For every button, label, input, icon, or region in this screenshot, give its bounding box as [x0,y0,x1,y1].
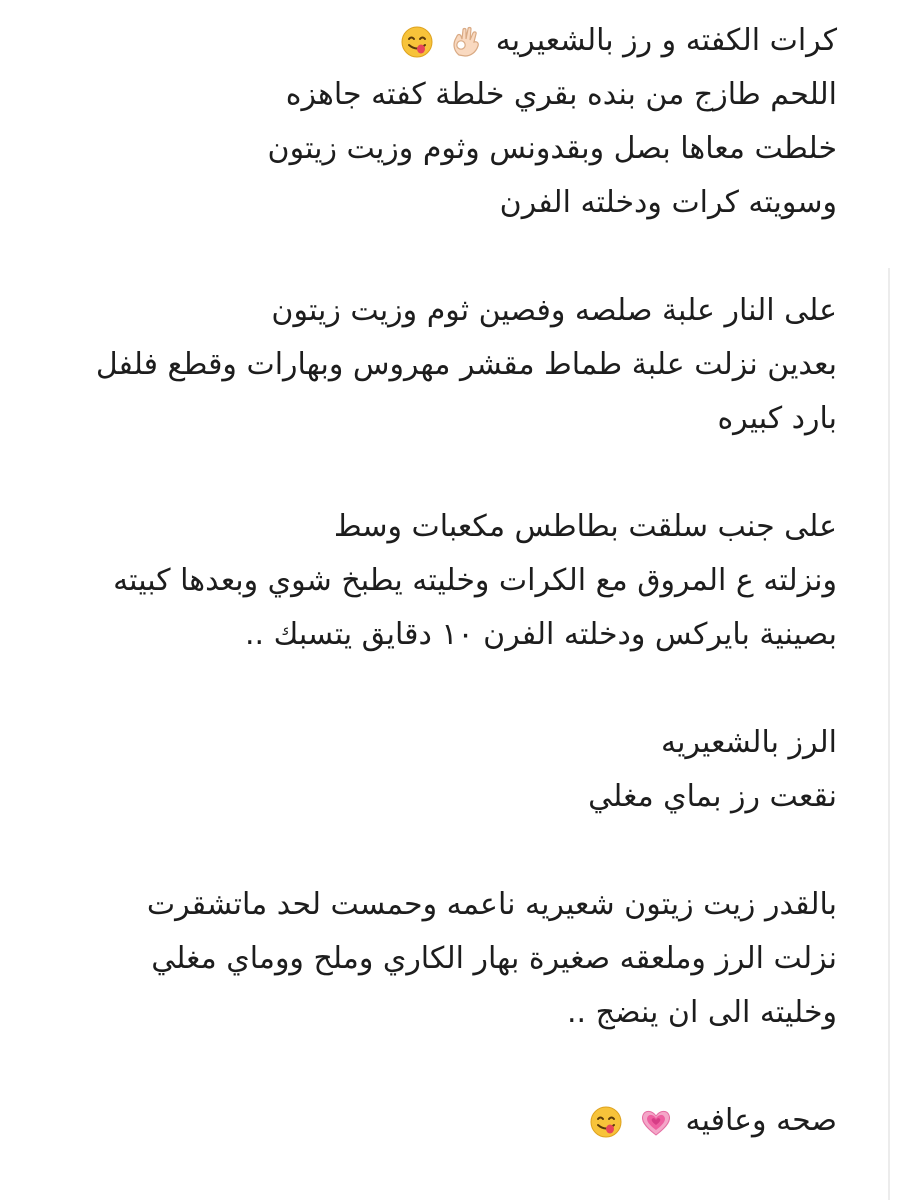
potato-line-3: بصينية بايركس ودخلته الفرن ١٠ دقايق يتسبك .. [244,617,837,652]
intro-line-1: اللحم طازج من بنده بقري خلطة كفته جاهزه [285,77,837,112]
rice-line-3: وخليته الى ان ينضج .. [567,995,837,1030]
potato-line-2: ونزلته ع المروق مع الكرات وخليته يطبخ شوي وبعدها كبيته [113,563,837,598]
yum-face-icon [589,1105,623,1139]
potato-paragraph [30,500,837,662]
rice-line-2: نزلت الرز وملعقه صغيرة بهار الكاري وملح ووماي مغلي [151,941,837,976]
potato-line-1: على جنب سلقت بطاطس مكعبات وسط [333,509,837,544]
title-line [30,14,837,68]
growing-heart-icon [639,1105,673,1139]
scroll-track [888,268,890,1200]
ok-hand-icon [449,25,483,59]
sauce-paragraph [30,284,837,446]
rice-paragraph [30,878,837,1040]
rice-intro-paragraph [30,716,837,824]
intro-line-2: خلطت معاها بصل وبقدونس وثوم وزيت زيتون [267,131,837,166]
yum-face-icon [400,25,434,59]
closing-text: صحه وعافيه [685,1103,837,1138]
sauce-line-2: بعدين نزلت علبة طماط مقشر مهروس وبهارات وقطع فلفل [95,347,837,382]
closing-paragraph [30,1094,837,1148]
title-paragraph [30,14,837,230]
intro-line-3: وسويته كرات ودخلته الفرن [499,185,837,220]
note-body [30,14,837,1148]
rice-line-1: بالقدر زيت زيتون شعيريه ناعمه وحمست لحد ماتشقرت [146,887,837,922]
rice-intro-line: نقعت رز بماي مغلي [588,779,837,814]
sauce-line-3: بارد كبيره [717,401,837,436]
sauce-line-1: على النار علبة صلصه وفصين ثوم وزيت زيتون [271,293,837,328]
title-text: كرات الكفته و رز بالشعيريه [495,23,837,58]
closing-line [30,1094,837,1148]
rice-heading: الرز بالشعيريه [661,725,837,760]
